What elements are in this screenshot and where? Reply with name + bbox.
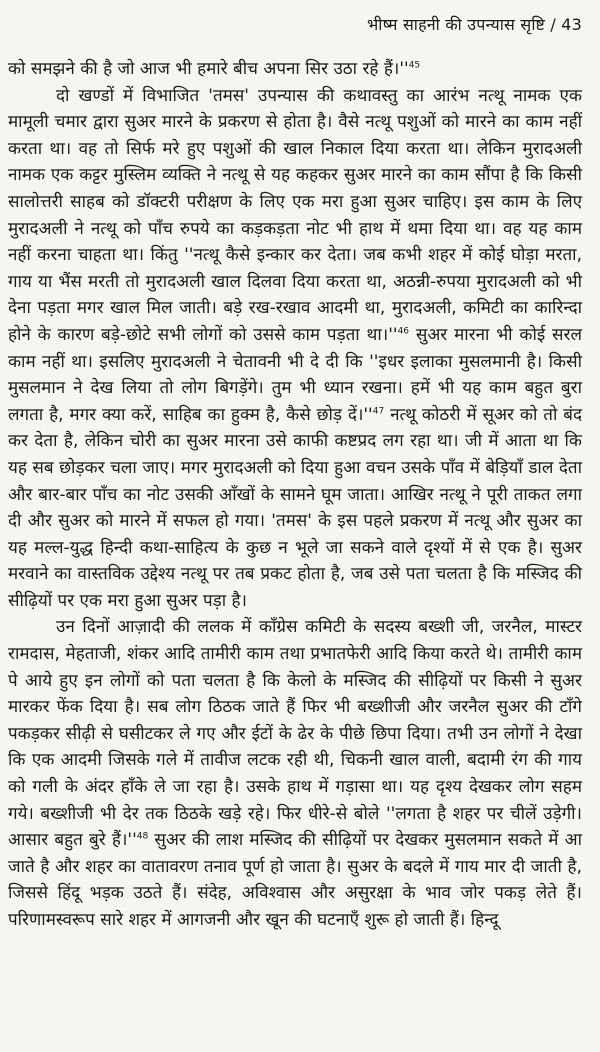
paragraph-text: को समझने की है जो आज भी हमारे बीच अपना सिर उठा रहे हैं।'' — [8, 59, 409, 79]
book-title: भीष्म साहनी की उपन्यास सृष्टि — [367, 15, 546, 34]
running-header — [8, 14, 582, 56]
body-text — [8, 56, 582, 934]
page-number: 43 — [561, 15, 582, 34]
paragraph-text: दो खण्डों में विभाजित 'तमस' उपन्यास की कथावस्तु का आरंभ नत्थू नामक एक मामूली चमार द्वारा सुअर मारने के प्रकरण से होता है। वैसे नत्थू पशुओं को मारने का काम नहीं करता था। वह तो सिर्फ मरे हुए पशुओं की खाल निकाल दिया करता था। लेकिन मुरादअली नामक एक कट्टर मुस्लिम व्यक्ति ने नत्थू से यह कहकर सुअर मारने का काम सौंपा है कि किसी सालोत्तरी साहब को डॉक्टरी परीक्षण के लिए एक मरा हुआ सुअर चाहिए। इस काम के लिए मुरादअली ने नत्थू को पाँच रुपये का कड़कड़ता नोट भी हाथ में थमा दिया था। वह यह काम नहीं करना चाहता था। किंतु ''नत्थू कैसे इन्कार कर देता। जब कभी शहर में कोई घोड़ा मरता, गाय या भैंस मरती तो मुरादअली खाल दिलवा दिया करता था, अठन्नी-रुपया मुरादअली को भी देना पड़ता मगर खाल मिल जाती। बड़े रख-रखाव आदमी था, मुरादअली, कमिटी का कारिन्दा होने के कारण बड़े-छोटे सभी लोगों को उससे काम पड़ता था।'' — [8, 85, 582, 345]
paragraph-text: नत्थू कोठरी में सूअर को तो बंद कर देता है, लेकिन चोरी का सुअर मारना उसे काफी कष्टप्रद लग रहा था। जी में आता था कि यह सब छोड़कर चला जाए। मगर मुरादअली को दिया हुआ वचन उसके पाँव में बेड़ियाँ डाल देता और बार-बार पाँच का नोट उसकी आँखों के सामने घूम जाता। आखिर नत्थू ने पूरी ताकत लगा दी और सुअर को मारने में सफल हो गया। 'तमस' के इस पहले प्रकरण में नत्थू और सुअर का यह मल्ल-युद्ध हिन्दी कथा-साहित्य के कुछ न भूले जा सकने वाले दृश्यों में से एक है। सुअर मरवाने का वास्तविक उद्देश्य नत्थू पर तब प्रकट होता है, जब उसे पता चलता है कि मस्जिद की सीढ़ियों पर एक मरा हुआ सुअर पड़ा है। — [8, 404, 582, 611]
footnote-marker: 46 — [397, 326, 410, 337]
footnote-marker: 47 — [372, 406, 385, 417]
paragraph-2 — [8, 83, 582, 615]
paragraph-text: सुअर की लाश मस्जिद की सीढ़ियों पर देखकर मुसलमान सकते में आ जाते है और शहर का वातावरण तनाव पूर्ण हो जाता है। सुअर के बदले में गाय मार दी जाती है, जिससे हिंदू भड़क उठते हैं। संदेह, अविश्वास और असुरक्षा के भाव जोर पकड़ लेते हैं। परिणामस्वरूप सारे शहर में आगजनी और खून की घटनाएँ शुरू हो जाती हैं। हिन्दू — [8, 830, 582, 930]
paragraph-text: सुअर मारना भी कोई सरल काम नहीं था। इसलिए मुरादअली ने चेतावनी भी दे दी कि ''इधर इलाका मुसलमानी है। किसी मुसलमान ने देख लिया तो लोग बिगड़ेंगे। तुम भी ध्यान रखना। हमें भी यह काम बहुत बुरा लगता है, मगर क्या करें, साहिब का हुक्म है, कैसे छोड़ दें।'' — [8, 324, 582, 425]
paragraph-text: उन दिनों आज़ादी की ललक में काँग्रेस कमिटी के सदस्य बख्शी जी, जरनैल, मास्टर रामदास, मेहताजी, शंकर आदि तामीरी काम तथा प्रभातफेरी आदि किया करते थे। तामीरी काम पे आये हुए इन लोगों को पता चलता है कि केलो के मस्जिद की सीढ़ियों पर किसी ने सुअर मारकर फेंक दिया है। सब लोग ठिठक जाते हैं फिर भी बख्शीजी और जरनैल सुअर की टाँगे पकड़कर सीढ़ी से घसीटकर ले गए और ईटों के ढेर के पीछे छिपा दिया। तभी उन लोगों ने देखा कि एक आदमी जिसके गले में तावीज लटक रही थी, चिकनी खाल वाली, बदामी रंग की गाय को गली के अंदर हाँके ले जा रहा है। उसके हाथ में गड़ासा था। यह दृश्य देखकर लोग सहम गये। बख्शीजी भी देर तक ठिठके खड़े रहे। फिर धीरे-से बोले ''लगता है शहर पर चीलें उड़ेगी। आसार बहुत बुरे हैं।'' — [8, 617, 582, 851]
paragraph-3 — [8, 614, 582, 933]
footnote-marker: 48 — [136, 831, 149, 842]
header-separator: / — [550, 15, 556, 34]
footnote-marker: 45 — [408, 60, 421, 71]
paragraph-1 — [8, 56, 582, 83]
